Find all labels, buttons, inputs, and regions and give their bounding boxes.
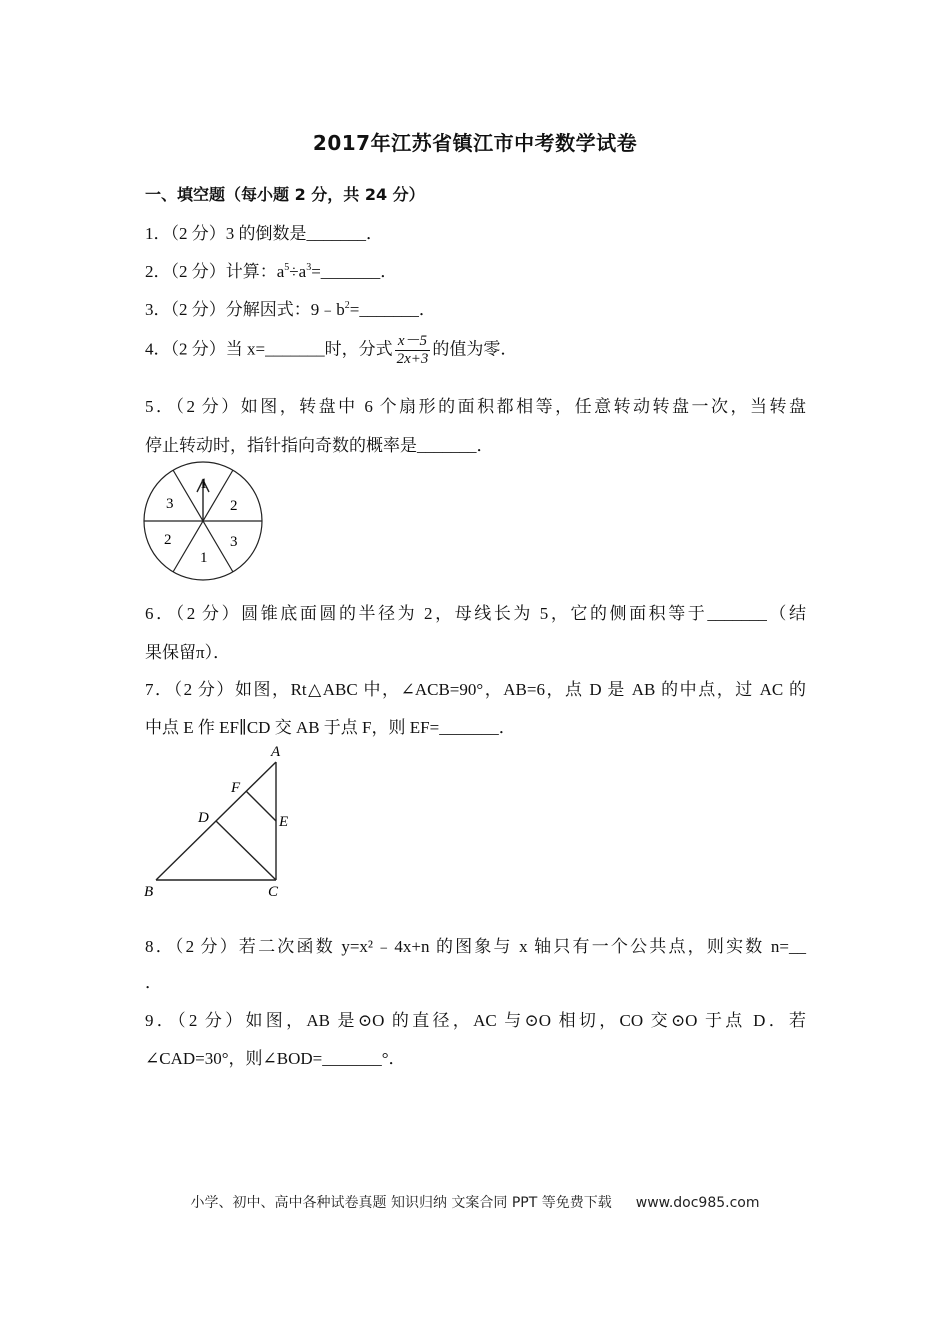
question-4-text-b: 的值为零． bbox=[432, 339, 518, 359]
vertex-label-c: C bbox=[268, 884, 279, 900]
sector-label-top: 1 bbox=[200, 476, 208, 492]
vertex-label-b: B bbox=[144, 884, 154, 900]
question-9-line-2: ∠CAD=30°，则∠BOD=_______°． bbox=[145, 1049, 406, 1068]
exponent-2: 2 bbox=[344, 300, 350, 311]
question-2 bbox=[145, 257, 397, 282]
exponent-5: 5 bbox=[284, 262, 290, 273]
question-3-text-b: =_______． bbox=[349, 300, 436, 319]
question-6-line-2: 果保留π）． bbox=[145, 643, 231, 662]
question-5-line-1: 5．（2 分）如图，转盘中 6 个扇形的面积都相等，任意转动转盘一次，当转盘 bbox=[145, 397, 806, 416]
triangle-figure bbox=[138, 740, 298, 900]
exponent-3: 3 bbox=[306, 262, 312, 273]
footer bbox=[0, 1192, 950, 1212]
footer-text: 小学、初中、高中各种试卷真题 知识归纳 文案合同 PPT 等免费下载 bbox=[190, 1195, 612, 1211]
question-8-line-2: ． bbox=[145, 973, 162, 992]
question-7-line-2: 中点 E 作 EF∥CD 交 AB 于点 F，则 EF=_______． bbox=[145, 718, 516, 737]
sector-label-lower-right: 3 bbox=[230, 534, 238, 550]
question-8-line-1: 8．（2 分）若二次函数 y=x²﹣4x+n 的图象与 x 轴只有一个公共点，则实数 n=__ bbox=[145, 937, 806, 956]
question-4-text-a: 4．（2 分）当 x=_______时，分式 bbox=[145, 339, 393, 359]
question-5-line-2: 停止转动时，指针指向奇数的概率是_______． bbox=[145, 436, 494, 455]
question-3-text-a: 3．（2 分）分解因式：9﹣b bbox=[145, 300, 345, 319]
question-3 bbox=[145, 295, 436, 320]
sector-label-bottom: 1 bbox=[200, 550, 208, 566]
fraction-numerator: x－5 bbox=[395, 333, 431, 351]
vertex-label-a: A bbox=[271, 744, 281, 760]
question-2-text-c: =_______． bbox=[311, 262, 398, 281]
section-heading: 一、填空题（每小题 2 分，共 24 分） bbox=[145, 185, 425, 204]
question-6-line-1: 6．（2 分）圆锥底面圆的半径为 2，母线长为 5，它的侧面积等于_______（结 bbox=[145, 604, 806, 623]
sector-label-upper-right: 2 bbox=[230, 498, 238, 514]
point-label-f: F bbox=[231, 780, 241, 796]
sector-label-lower-left: 2 bbox=[164, 532, 172, 548]
question-9-line-1: 9．（2 分）如图，AB 是⊙O 的直径，AC 与⊙O 相切，CO 交⊙O 于点 D．若 bbox=[145, 1011, 806, 1030]
point-label-e: E bbox=[279, 814, 289, 830]
fraction-denominator: 2x+3 bbox=[396, 351, 429, 367]
point-label-d: D bbox=[198, 810, 209, 826]
question-7-line-1: 7．（2 分）如图，Rt△ABC 中，∠ACB=90°，AB=6，点 D 是 AB 的中点，过 AC 的 bbox=[145, 680, 806, 699]
sector-label-upper-left: 3 bbox=[166, 496, 174, 512]
question-2-text-a: 2．（2 分）计算：a bbox=[145, 262, 285, 281]
footer-url[interactable]: www.doc985.com bbox=[635, 1195, 760, 1211]
question-1: 1．（2 分）3 的倒数是_______． bbox=[145, 224, 383, 243]
page-title: 2017年江苏省镇江市中考数学试卷 bbox=[312, 131, 638, 155]
question-4 bbox=[145, 333, 517, 368]
fraction bbox=[395, 333, 431, 368]
spinner-figure bbox=[138, 460, 272, 586]
question-2-text-b: ÷a bbox=[289, 262, 307, 281]
